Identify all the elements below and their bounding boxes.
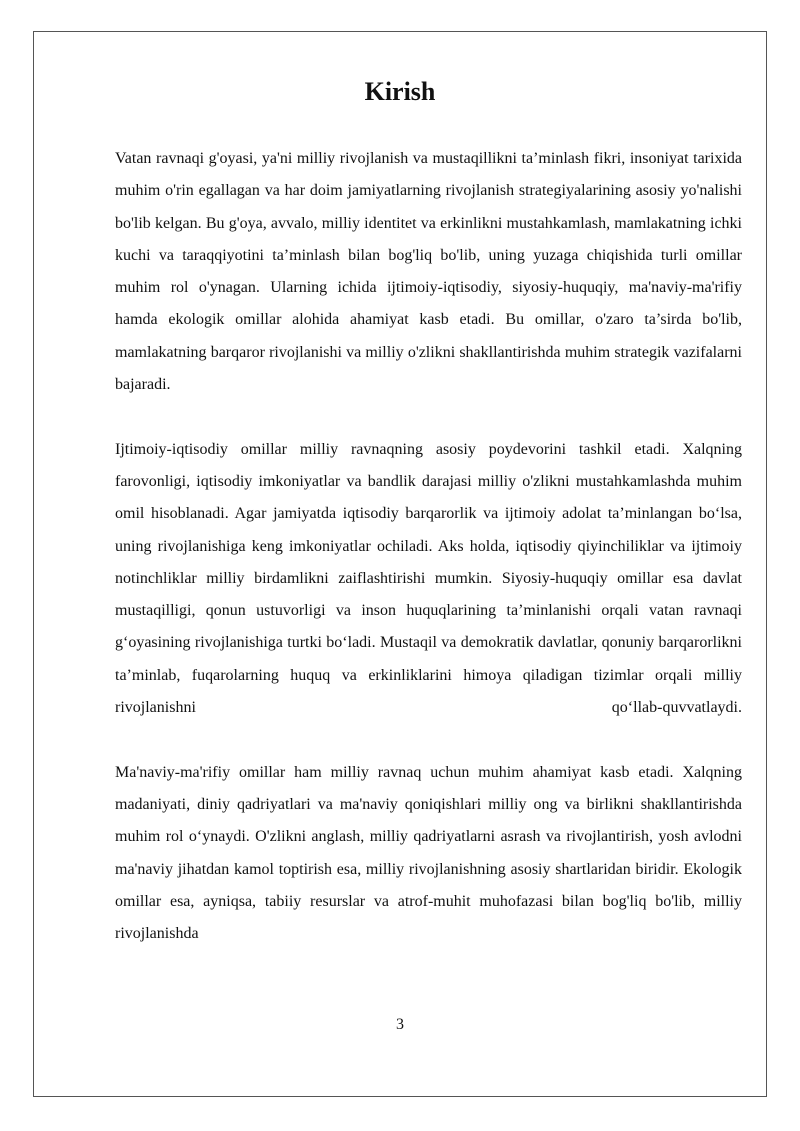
page-number: 3 [396,1016,404,1033]
paragraph-introduction: Vatan ravnaqi g'oyasi, ya'ni milliy rivojlanish va mustaqillikni ta’minlash fikri, insoniyat tarixida muhim o'rin egallagan va har doim jamiyatlarning rivojlanish strategiyalarining asosiy yo'nalishi bo'lib kelgan. Bu g'oya, avvalo, milliy identitet va erkinlikni mustahkamlash, mamlakatning ichki kuchi va taraqqiyotini ta’minlash bilan bog'liq bo'lib, uning yuzaga chiqishida turli omillar muhim rol o'ynagan. Ularning ichida ijtimoiy-iqtisodiy, siyosiy-huquqiy, ma'naviy-ma'rifiy hamda ekologik omillar alohida ahamiyat kasb etadi. Bu omillar, o'zaro ta’sirda bo'lib, mamlakatning barqaror rivojlanishi va milliy o'zlikni shakllantirishda muhim strategik vazifalarni bajaradi. [115,150,742,394]
document-body [115,143,742,983]
paragraph-spiritual: Ma'naviy-ma'rifiy omillar ham milliy ravnaq uchun muhim ahamiyat kasb etadi. Xalqning madaniyati, diniy qadriyatlari va ma'naviy qoniqishlari milliy ong va birlikni shakllantirishda muhim rol o‘ynaydi. O'zlikni anglash, milliy qadriyatlarni asrash va rivojlantirish, yosh avlodni ma'naviy jihatdan kamol toptirish esa, milliy rivojlanishning asosiy shartlaridan biridir. Ekologik omillar esa, ayniqsa, tabiiy resurslar va atrof-muhit muhofazasi bilan bog'liq bo'lib, milliy rivojlanishda [115,763,742,943]
page-title: Kirish [364,77,436,106]
paragraph-socio-economic: Ijtimoiy-iqtisodiy omillar milliy ravnaqning asosiy poydevorini tashkil etadi. Xalqning farovonligi, iqtisodiy imkoniyatlar va bandlik darajasi milliy o'zlikni mustahkamlashda muhim omil hisoblanadi. Agar jamiyatda iqtisodiy barqarorlik va ijtimoiy adolat ta’minlangan bo‘lsa, uning rivojlanishiga keng imkoniyatlar ochiladi. Aks holda, iqtisodiy qiyinchiliklar va ijtimoiy notinchliklar milliy birdamlikni zaiflashtirishi mumkin. Siyosiy-huquqiy omillar esa davlat mustaqilligi, qonun ustuvorligi va inson huquqlarining ta’minlanishi orqali vatan ravnaqi g‘oyasining rivojlanishiga turtki bo‘ladi. Mustaqil va demokratik davlatlar, qonuniy barqarorlikni ta’minlab, fuqarolarning huquq va erkinliklarini himoya qiladigan tizimlar orqali milliy rivojlanishni qo‘llab-quvvatlaydi. [115,440,742,717]
